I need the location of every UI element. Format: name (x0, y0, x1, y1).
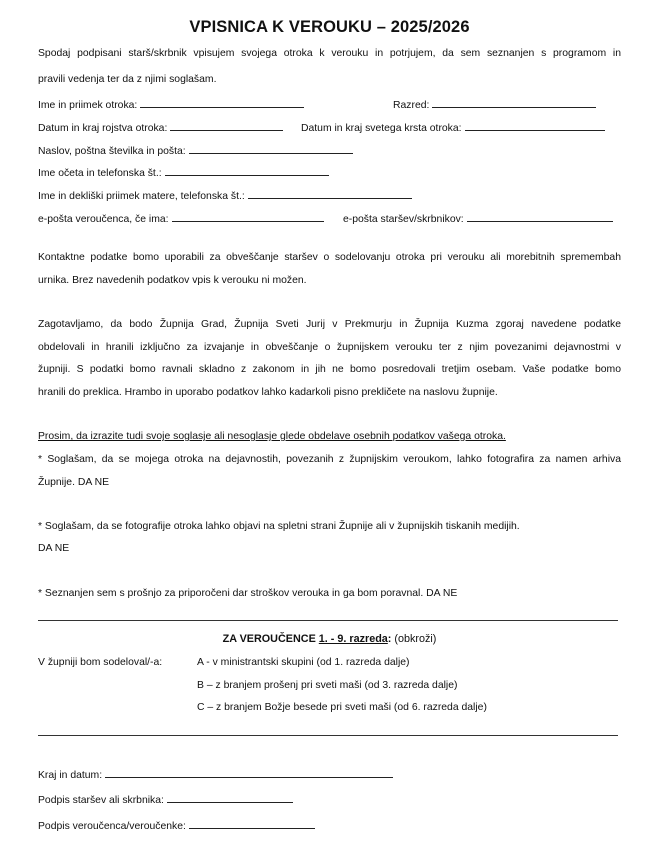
intro-text-line-2: pravili vedenja ter da z njimi soglašam. (38, 74, 217, 85)
section-divider (38, 620, 618, 621)
student-signature-field (38, 817, 315, 834)
student-email-label: e-pošta veroučenca, če ima: (38, 214, 169, 225)
contact-notice-line-1: Kontaktne podatke bomo uporabili za obveščanje staršev o sodelovanju otroka pri verouku ali morebitnih spremembah (38, 252, 621, 263)
consent-donation-choice[interactable]: * Seznanjen sem s prošnjo za priporočeni dar stroškov verouka in ga bom poravnal. DA NE (38, 588, 458, 599)
privacy-notice-line-1: Zagotavljamo, da bodo Župnija Grad, Župnija Sveti Jurij v Prekmurju in Župnija Kuzma zgoraj navedene podatke (38, 319, 621, 330)
consent-photo-publish-choice[interactable]: DA NE (38, 543, 70, 554)
grade-label: Razred: (393, 100, 430, 111)
baptism-field (301, 119, 605, 136)
parent-signature-field (38, 791, 293, 808)
privacy-notice-line-4: hranili do preklica. Hrambo in uporabo podatkov lahko kadarkoli pisno prekličete na naslovu župnije. (38, 387, 498, 398)
child-name-label: Ime in priimek otroka: (38, 100, 138, 111)
page-title: VPISNICA K VEROUKU – 2025/2026 (189, 18, 470, 36)
participation-label: V župniji bom sodeloval/-a: (38, 657, 163, 668)
father-input[interactable] (165, 164, 329, 176)
circle-instruction: (obkroži) (391, 633, 437, 645)
place-date-label: Kraj in datum: (38, 770, 103, 781)
mother-input[interactable] (248, 187, 412, 199)
parents-email-input[interactable] (467, 210, 613, 222)
option-b-prayers-reading[interactable]: B – z branjem prošenj pri sveti maši (od 3. razreda dalje) (197, 680, 458, 691)
child-name-input[interactable] (140, 96, 304, 108)
father-label: Ime očeta in telefonska št.: (38, 168, 162, 179)
consent-heading: Prosim, da izrazite tudi svoje soglasje ali nesoglasje glede obdelave osebnih podatkov vašega otroka. (38, 431, 506, 442)
privacy-notice-line-3: župniji. S podatki bomo ravnali skladno z zakonom in jih ne bomo posredovali tretjim osebam. Vaše podatke bomo (38, 364, 621, 375)
mother-label: Ime in dekliški priimek matere, telefonska št.: (38, 191, 245, 202)
address-field (38, 142, 353, 159)
grade-field (393, 96, 596, 113)
student-email-field (38, 210, 324, 227)
option-a-altar-servers[interactable]: A - v ministrantski skupini (od 1. razreda dalje) (197, 657, 410, 668)
baptism-input[interactable] (465, 119, 605, 131)
parent-signature-label: Podpis staršev ali skrbnika: (38, 795, 164, 806)
parents-email-label: e-pošta staršev/skrbnikov: (343, 214, 464, 225)
student-email-input[interactable] (172, 210, 324, 222)
contact-notice-line-2: urnika. Brez navedenih podatkov vpis k verouku ni možen. (38, 275, 307, 286)
grades-range: 1. - 9. razreda (318, 633, 388, 645)
section-divider-2 (38, 735, 618, 736)
baptism-label: Datum in kraj svetega krsta otroka: (301, 123, 462, 134)
consent-photo-publish-line-1: * Soglašam, da se fotografije otroka lahko objavi na spletni strani Župnije ali v župnijskih tiskanih medijih. (38, 521, 520, 532)
birth-label: Datum in kraj rojstva otroka: (38, 123, 168, 134)
father-field (38, 164, 329, 181)
students-section-heading: ZA VEROUČENCE 1. - 9. razreda: (obkroži) (222, 633, 437, 645)
address-input[interactable] (189, 142, 353, 154)
parent-signature-input[interactable] (167, 791, 293, 803)
mother-field (38, 187, 412, 204)
parents-email-field (343, 210, 613, 227)
birth-input[interactable] (170, 119, 283, 131)
option-c-scripture-reading[interactable]: C – z branjem Božje besede pri sveti maši (od 6. razreda dalje) (197, 702, 487, 713)
intro-text-line-1: Spodaj podpisani starš/skrbnik vpisujem svojega otroka k verouku in potrjujem, da sem seznanjen s programom in (38, 48, 621, 59)
consent-photo-archive-choice[interactable]: Župnije. DA NE (38, 477, 110, 488)
student-signature-input[interactable] (189, 817, 315, 829)
child-name-field (38, 96, 304, 113)
birth-field (38, 119, 283, 136)
address-label: Naslov, poštna številka in pošta: (38, 146, 186, 157)
place-date-input[interactable] (105, 766, 393, 778)
consent-photo-archive-line-1: * Soglašam, da se mojega otroka na dejavnostih, povezanih z župnijskim veroukom, lahko fotografira za namen arhiva (38, 454, 621, 465)
student-signature-label: Podpis veroučenca/veroučenke: (38, 821, 186, 832)
place-date-field (38, 766, 393, 783)
grade-input[interactable] (432, 96, 596, 108)
privacy-notice-line-2: obdelovali in hranili izključno za izvajanje in obveščanje o župnijskem verouku ter z njim povezanimi dejavnostmi v (38, 342, 621, 353)
